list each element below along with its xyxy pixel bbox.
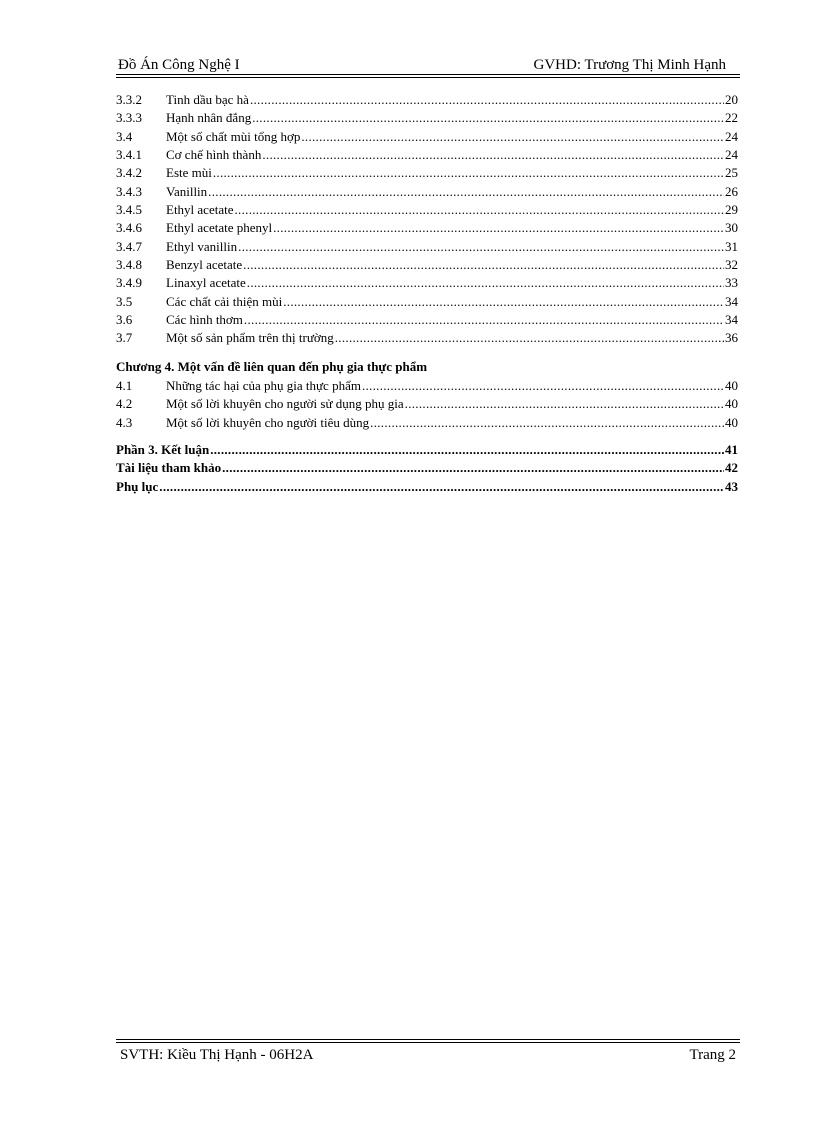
toc-number: 3.4.5 <box>116 202 142 218</box>
toc-page: 26 <box>725 183 738 199</box>
toc-title: Ethyl acetate <box>166 202 234 218</box>
toc-entry <box>116 377 738 395</box>
toc-leader <box>250 91 724 109</box>
toc-entry <box>116 128 738 146</box>
toc-page: 30 <box>725 220 738 236</box>
toc-leader <box>159 478 724 496</box>
toc-title: Một số sản phẩm trên thị trường <box>166 330 334 346</box>
toc-leader <box>283 293 724 311</box>
toc-page: 25 <box>725 165 738 181</box>
toc-number: 3.4.1 <box>116 147 142 163</box>
toc-entry <box>116 441 738 459</box>
toc-entry <box>116 256 738 274</box>
toc-leader <box>247 274 724 292</box>
toc-page: 33 <box>725 275 738 291</box>
toc-number: 4.2 <box>116 396 133 412</box>
toc-title: Một số lời khuyên cho người sử dụng phụ gia <box>166 396 404 412</box>
toc-page: 42 <box>725 460 738 476</box>
toc-page: 40 <box>725 396 738 412</box>
toc-entry <box>116 293 738 311</box>
spacer <box>116 432 738 441</box>
page-header <box>116 56 740 74</box>
toc-entry <box>116 395 738 413</box>
toc-title: Benzyl acetate <box>166 257 243 273</box>
page-footer <box>116 1046 740 1064</box>
toc-title: Một số lời khuyên cho người tiêu dùng <box>166 414 370 430</box>
toc-number: 3.4.6 <box>116 220 142 236</box>
toc-title: Phụ lục <box>116 478 159 494</box>
toc-title: Vanillin <box>166 183 208 199</box>
toc-title: Các hình thơm <box>166 312 243 328</box>
toc-title: Một số chất mùi tổng hợp <box>166 128 301 144</box>
toc-leader <box>262 146 724 164</box>
toc-entry <box>116 238 738 256</box>
toc-entry <box>116 201 738 219</box>
toc-leader <box>208 183 724 201</box>
toc-number: 3.4.8 <box>116 257 142 273</box>
toc-leader <box>238 238 724 256</box>
toc-page: 22 <box>725 110 738 126</box>
toc-leader <box>243 256 724 274</box>
toc-title: Linaxyl acetate <box>166 275 246 291</box>
toc-entry <box>116 329 738 347</box>
toc-entry <box>116 183 738 201</box>
toc-page: 29 <box>725 202 738 218</box>
toc-title: Este mùi <box>166 165 212 181</box>
toc-title: Tài liệu tham khảo <box>116 460 222 476</box>
header-advisor: GVHD: Trương Thị Minh Hạnh <box>533 57 726 73</box>
toc-page: 43 <box>725 478 738 494</box>
toc-leader <box>335 329 724 347</box>
toc-page: 24 <box>725 147 738 163</box>
toc-leader <box>252 109 724 127</box>
toc-page: 41 <box>725 441 738 457</box>
toc-number: 3.4 <box>116 128 133 144</box>
toc-number: 3.3.3 <box>116 110 142 126</box>
toc-page: 34 <box>725 312 738 328</box>
toc-number: 4.1 <box>116 377 133 393</box>
toc-page: 40 <box>725 414 738 430</box>
toc-number: 3.7 <box>116 330 133 346</box>
toc-leader <box>213 164 724 182</box>
toc-title: Cơ chế hình thành <box>166 147 262 163</box>
toc-page: 32 <box>725 257 738 273</box>
toc-entry <box>116 311 738 329</box>
footer-student: SVTH: Kiều Thị Hạnh - 06H2A <box>120 1047 314 1063</box>
toc-entry <box>116 219 738 237</box>
footer-rule-bottom <box>116 1042 740 1043</box>
toc-title: Ethyl acetate phenyl <box>166 220 273 236</box>
page-number: Trang 2 <box>689 1047 736 1063</box>
toc-number: 3.3.2 <box>116 92 142 107</box>
toc-leader <box>362 377 724 395</box>
toc-page: 20 <box>725 92 738 107</box>
toc-number: 3.4.7 <box>116 238 142 254</box>
toc-leader <box>273 219 724 237</box>
footer-rule-top <box>116 1039 740 1040</box>
toc-leader <box>235 201 725 219</box>
toc-leader <box>370 414 724 432</box>
toc-number: 3.4.9 <box>116 275 142 291</box>
toc-leader <box>301 128 724 146</box>
toc-number: 3.4.3 <box>116 183 142 199</box>
toc-title: Ethyl vanillin <box>166 238 238 254</box>
toc-leader <box>210 441 724 459</box>
table-of-contents <box>116 91 738 496</box>
toc-title: Phần 3. Kết luận <box>116 441 210 457</box>
toc-number: 4.3 <box>116 414 133 430</box>
toc-entry <box>116 414 738 432</box>
toc-number: 3.6 <box>116 312 133 328</box>
toc-page: 36 <box>725 330 738 346</box>
toc-entry <box>116 478 738 496</box>
spacer <box>116 348 738 357</box>
toc-page: 34 <box>725 293 738 309</box>
toc-leader <box>405 395 724 413</box>
toc-title: Tinh dầu bạc hà <box>166 92 249 107</box>
toc-entry <box>116 164 738 182</box>
header-rule-top <box>116 74 740 75</box>
toc-leader <box>244 311 724 329</box>
toc-page: 31 <box>725 238 738 254</box>
toc-entry <box>116 146 738 164</box>
toc-page: 24 <box>725 128 738 144</box>
toc-number: 3.4.2 <box>116 165 142 181</box>
toc-entry <box>116 109 738 127</box>
toc-entry <box>116 459 738 477</box>
header-rule-bottom <box>116 77 740 78</box>
toc-entry <box>116 91 738 109</box>
toc-leader <box>222 459 724 477</box>
toc-title: Các chất cải thiện mùi <box>166 293 283 309</box>
toc-title: Những tác hại của phụ gia thực phẩm <box>166 377 361 393</box>
toc-title: Hạnh nhân đắng <box>166 110 252 126</box>
header-title: Đồ Án Công Nghệ I <box>118 57 240 73</box>
chapter-heading: Chương 4. Một vấn đề liên quan đến phụ gia thực phẩm <box>116 358 428 374</box>
toc-entry <box>116 274 738 292</box>
toc-page: 40 <box>725 377 738 393</box>
toc-number: 3.5 <box>116 293 133 309</box>
